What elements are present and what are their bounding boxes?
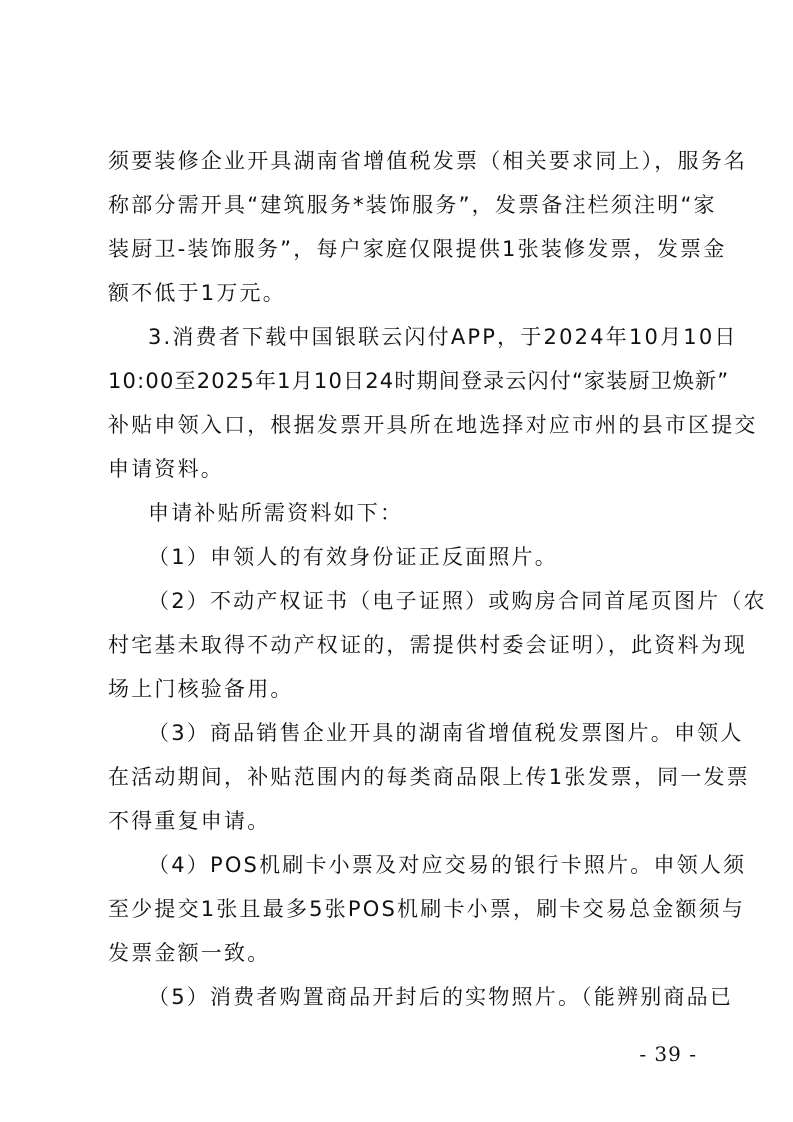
paragraph-line: （1）申领人的有效身份证正反面照片。 <box>148 545 558 569</box>
paragraph-line: 额不低于1万元。 <box>108 281 286 305</box>
paragraph-line: 村宅基未取得不动产权证的，需提供村委会证明），此资料为现 <box>108 633 748 657</box>
paragraph-line: 须要装修企业开具湖南省增值税发票（相关要求同上），服务名 <box>108 149 748 173</box>
paragraph-line: （3）商品销售企业开具的湖南省增值税发票图片。申领人 <box>148 721 744 745</box>
paragraph-line: 3.消费者下载中国银联云闪付APP，于2024年10月10日 <box>148 325 738 349</box>
paragraph-line: 10:00至2025年1月10日24时期间登录云闪付“家装厨卫焕新” <box>108 369 730 393</box>
paragraph-line: 在活动期间，补贴范围内的每类商品限上传1张发票，同一发票 <box>108 765 750 789</box>
paragraph-line: 场上门核验备用。 <box>108 677 294 701</box>
paragraph-line: 发票金额一致。 <box>108 941 271 965</box>
paragraph-line: 申请补贴所需资料如下： <box>148 501 404 525</box>
paragraph-line: 称部分需开具“建筑服务*装饰服务”，发票备注栏须注明“家 <box>108 193 717 217</box>
paragraph-line: 至少提交1张且最多5张POS机刷卡小票，刷卡交易总金额须与 <box>108 897 746 921</box>
page-number: - 39 - <box>639 1042 697 1066</box>
paragraph-line: 补贴申领入口，根据发票开具所在地选择对应市州的县市区提交 <box>108 413 758 437</box>
paragraph-line: 申请资料。 <box>108 457 224 481</box>
paragraph-line: （5）消费者购置商品开封后的实物照片。（能辨别商品已 <box>148 985 734 1009</box>
paragraph-line: （2）不动产权证书（电子证照）或购房合同首尾页图片（农 <box>148 589 767 613</box>
paragraph-line: 不得重复申请。 <box>108 809 271 833</box>
paragraph-line: 装厨卫-装饰服务”，每户家庭仅限提供1张装修发票，发票金 <box>108 237 727 261</box>
paragraph-line: （4）POS机刷卡小票及对应交易的银行卡照片。申领人须 <box>148 853 747 877</box>
